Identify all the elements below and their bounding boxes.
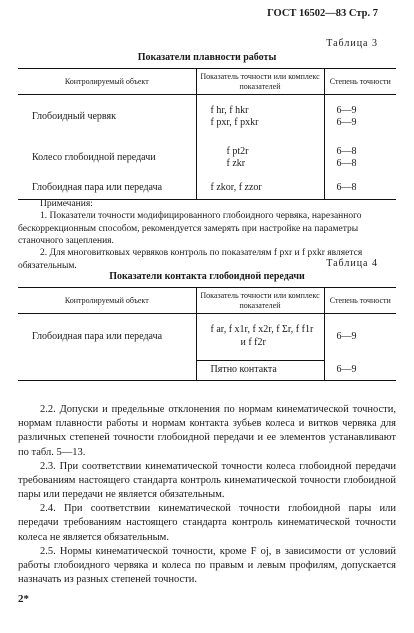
table-row <box>18 139 396 177</box>
table-row <box>18 360 396 381</box>
table3-indicator: f pxr, f pxkr <box>210 117 259 129</box>
table3-degree: 6—8 <box>336 145 357 157</box>
table4-indicator: и f f2r <box>240 336 266 348</box>
table3-header-indicator: Показатель точности или комплекс показателей <box>196 69 324 95</box>
page-mark: 2* <box>18 593 29 605</box>
table3-label: Таблица 3 <box>326 38 378 49</box>
table3-degree: 6—9 <box>336 104 357 116</box>
table3-object: Глобоидный червяк <box>32 110 116 122</box>
table4-degree: 6—9 <box>324 314 396 361</box>
table3-indicator: f zkr <box>226 158 246 170</box>
table3-header-object: Контролируемый объект <box>18 69 196 95</box>
table4-object: Глобоидная пара или передача <box>32 330 163 342</box>
table3-indicator: f zkor, f zzor <box>210 181 262 193</box>
table3-indicator: f hr, f hkr <box>210 104 249 116</box>
paragraph: 2.5. Нормы кинематической точности, кроме F oj, в зависимости от условий работы глобоидного червяка и колеса по правым и левым профилям, допускается назначать из разных степеней точности. <box>18 545 396 586</box>
table4-indicator: Пятно контакта <box>196 360 324 381</box>
table3-header-degree: Степень точности <box>324 69 396 95</box>
table4 <box>18 287 396 381</box>
table4-header-object: Контролируемый объект <box>18 288 196 314</box>
table4-degree: 6—9 <box>324 360 396 381</box>
body-text <box>18 403 396 587</box>
table3-title: Показатели плавности работы <box>137 52 277 63</box>
table4-header-degree: Степень точности <box>324 288 396 314</box>
table4-indicator: f ar, f x1r, f x2r, f Σr, f f1r <box>210 324 314 336</box>
paragraph: 2.4. При соответствии кинематической точности глобоидной пары или передачи требованиям настоящего стандарта контроль кинематической точности колеса не является обязательным. <box>18 503 396 543</box>
table3-object: Глобоидная пара или передача <box>18 177 196 200</box>
table4-object <box>18 360 196 381</box>
table3-object: Колесо глобоидной передачи <box>32 151 156 163</box>
note-item: 2. Для многовитковых червяков контроль по показателям f pxr и f pxkr является обязательным. <box>18 248 363 271</box>
table3-indicator: f pt2r <box>226 145 249 157</box>
table-row <box>18 177 396 200</box>
table-row <box>18 95 396 140</box>
note-item: 1. Показатели точности модифицированного глобоидного червяка, нарезанного бескоррекционным способом, рекомендуется замерять при настройке на параметры станочного зацепления. <box>18 211 362 247</box>
table3 <box>18 68 396 200</box>
paragraph: 2.2. Допуски и предельные отклонения по нормам кинематической точности, нормам плавности работы и нормам контакта зубьев колеса и витков червяка для различных степеней точности глобоидной передачи и ее элементов устанавливают по табл. 5—13. <box>18 404 396 458</box>
page-header: ГОСТ 16502—83 Стр. 7 <box>267 8 378 19</box>
table-row <box>18 314 396 361</box>
table4-title: Показатели контакта глобоидной передачи <box>109 271 305 282</box>
table4-label: Таблица 4 <box>326 258 378 269</box>
paragraph: 2.3. При соответствии кинематической точности колеса глобоидной передачи требованиям настоящего стандарта контроль кинематической точности глобоидной пары или передачи не является обязательным. <box>18 460 396 501</box>
table3-degree: 6—8 <box>336 181 357 193</box>
table4-header-indicator: Показатель точности или комплекс показателей <box>196 288 324 314</box>
table3-degree: 6—9 <box>336 117 357 129</box>
table3-degree: 6—8 <box>336 158 357 170</box>
notes-title: Примечания: <box>40 199 93 209</box>
